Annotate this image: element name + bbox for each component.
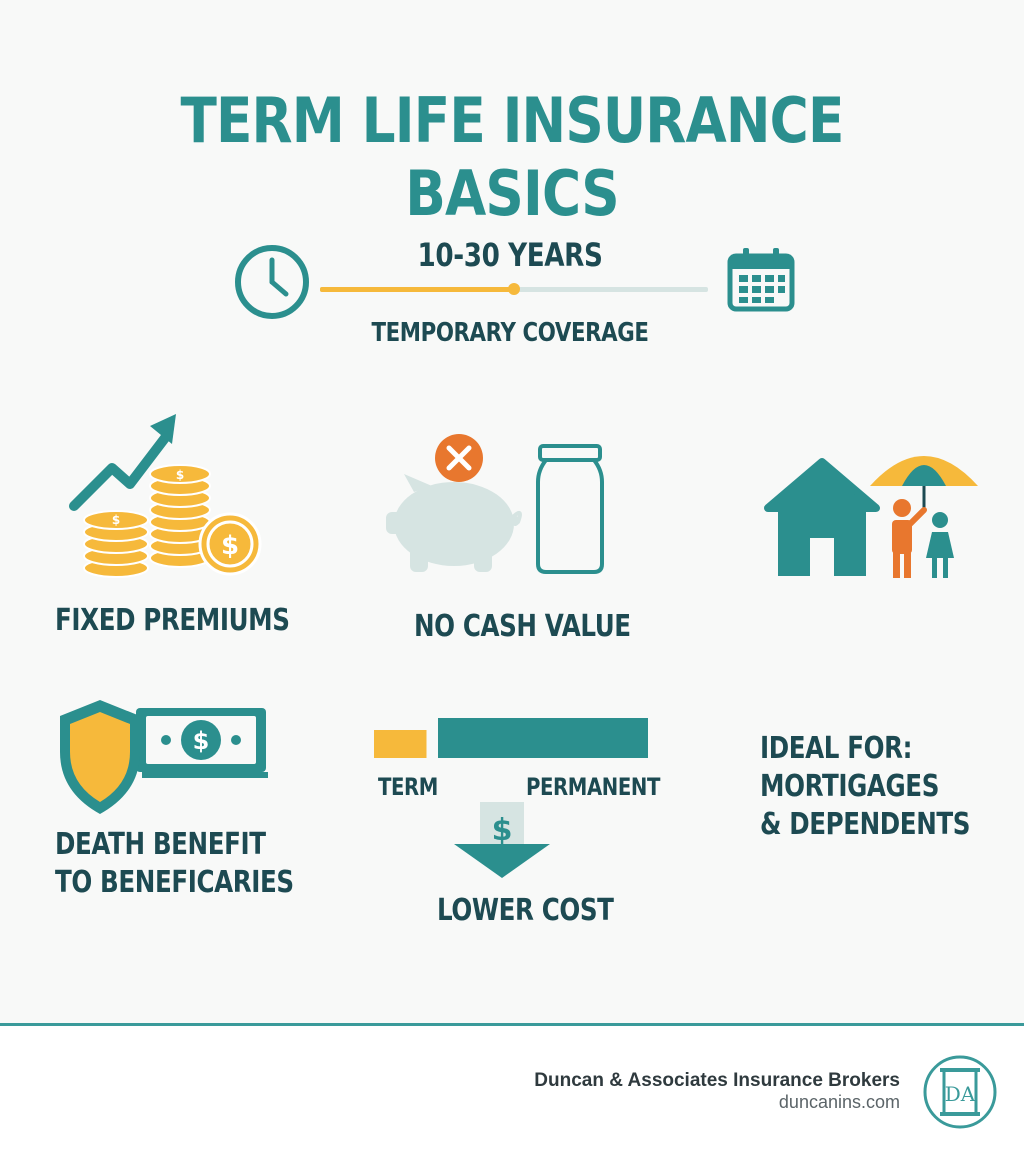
timeline-track [320, 282, 710, 296]
company-name: Duncan & Associates Insurance Brokers [534, 1070, 900, 1091]
svg-text:$: $ [175, 468, 185, 482]
permanent-label: PERMANENT [526, 773, 660, 801]
no-cash-value-label: NO CASH VALUE [414, 609, 631, 644]
duration-label: 10-30 YEARS [417, 236, 603, 274]
term-label: TERM [378, 773, 438, 801]
page-title: TERM LIFE INSURANCE BASICS [180, 84, 844, 230]
svg-text:$: $ [111, 513, 121, 527]
permanent-cost-bar [438, 718, 648, 758]
term-cost-bar [374, 730, 427, 758]
dollar-symbol: $ [491, 813, 513, 848]
coins-growth-icon [60, 408, 270, 580]
svg-text:$: $ [192, 727, 210, 755]
timeline-progress [320, 287, 514, 292]
timeline-marker [508, 283, 520, 295]
company-logo [922, 1054, 998, 1130]
ideal-for-label: IDEAL FOR: MORTIGAGES & DEPENDENTS [760, 731, 971, 842]
company-url[interactable]: duncanins.com [778, 1092, 900, 1112]
clock-icon [232, 242, 312, 322]
fixed-premiums-label: FIXED PREMIUMS [55, 603, 290, 638]
death-benefit-label: DEATH BENEFIT TO BENEFICARIES [55, 827, 294, 900]
svg-text:$: $ [220, 531, 240, 561]
cost-comparison-bars [374, 718, 650, 760]
svg-text:DA: DA [944, 1082, 976, 1106]
lower-cost-label: LOWER COST [437, 893, 614, 928]
house-family-umbrella-icon [762, 434, 984, 582]
piggy-bank-jar-icon [384, 432, 624, 582]
calendar-icon [727, 246, 795, 312]
shield-money-icon [56, 696, 272, 820]
coverage-subtitle: TEMPORARY COVERAGE [371, 318, 649, 348]
down-arrow-dollar-icon [454, 802, 550, 880]
